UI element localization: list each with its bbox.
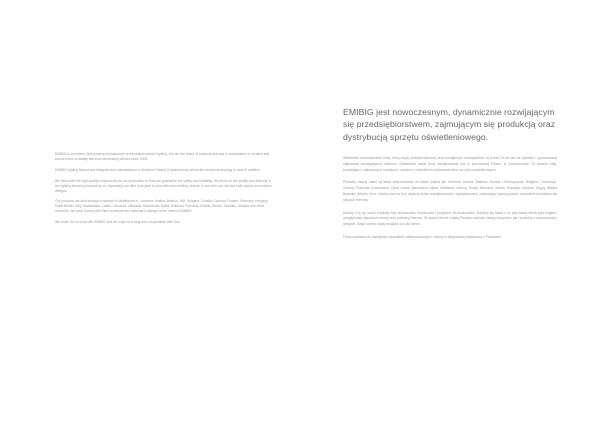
polish-paragraph-4: Firma zaprasza do współpracy wszystkich zainteresowanych i wierzy w długotrwałą współpracę z Państwem. [343,234,503,239]
english-text-column [55,152,272,231]
right-page [300,0,600,424]
english-paragraph-3: We hand-pick the high-quality components for our production so that can guarantee the safety and reliability. We focus on the quality and diversity of the lighting fixtures produced by us, expanding our offer from year to year with new exciting models. In our offer you will find both classic and modern designs. [55,178,272,193]
english-paragraph-4: Our products are sold through a network of distributors in : Armenia, Austria, Belarus, BIH, Bulgaria, Croatia, Czechia, Finland, Germany, Hungary, Great Britain, Italy, Kazakhstan, Latvia, Lithuania, Lithuania, Macedonia, Malta, Moldova, Romania, Russia, Serbia, Slovakia, Ukraine and other countries. We work closely with them to ensure the customer is always at the heart of EMIBIG. [55,199,269,214]
polish-text-column [343,156,557,248]
english-paragraph-2: EMIBIG lighting fixtures are designed and manufactured in Southern Poland (Częstochowa) where the newest technology is used in addition. [55,167,261,172]
polish-paragraph-1: Wieloletnie doświadczenie firmy, którą dzięki profesjonalizmowi oraz kreatywnym rozwiązaniom od ponad 15 lat stoi na wysokim i ugruntowanej najbardziej wymagających klientów. Oświetlenie marki firmy zlokalizowanej jest w południowej Polsce, w Częstochowie. To właśnie tutaj, korzystając z najnowszych rozwiązań i zarazem z wieloletnim doświadczeniem na rynku oświetleniowym. [343,156,557,172]
english-paragraph-5: We invite You to work with EMIBIG and we hope for a long-term cooperation with You! [55,220,181,225]
english-paragraph-1: EMIBIG is a modern, fast-growing manufacturer of decorative interior lighting. We are the brand of products that due to combination of creative and wooden form to satisfy the most demanding desires since 2005. [55,152,270,161]
polish-paragraph-2: Produkty naszej marki są także eksportowane do takich krajów jak: Armenia, Austria, Białoruś, Bośnia i Hercegowina, Bułgaria, Chorwacja, Czechy, Finlandia, Kazachstan, Litwa, Łotwa, Macedonia, Malta, Mołdawia, Niemcy, Rosja, Rumunia, Serbia, Słowacja, Ukraina, Węgry, Wielka Brytania, Włochy i inne. Zależy nam na tym, abyśmy ściśle współpracowali z dystrybutorami, zachowując wysoką jakość wszystkich produktów dla naszych klientów. [343,180,557,202]
polish-paragraph-3: Dbamy o to, by nasze produkty były niezawodne, bezpieczne i przyjazne dla środowiska. Staramy się także o to, aby nasza oferta była bogata i uwzględniała najnowsze trendy oraz potrzeby klientów. W naszej ofercie znajdą Państwo zarówno lampy klasyczne, jak i produkty o nowoczesnym designie, dzięki czemu każdy znajdzie coś dla siebie. [343,210,557,227]
page-headline: EMIBIG jest nowoczesnym, dynamicznie rozwijającym się przedsiębiorstwem, zajmującym się produkcją oraz dystrybucją sprzętu oświetleniowego. [343,107,556,142]
